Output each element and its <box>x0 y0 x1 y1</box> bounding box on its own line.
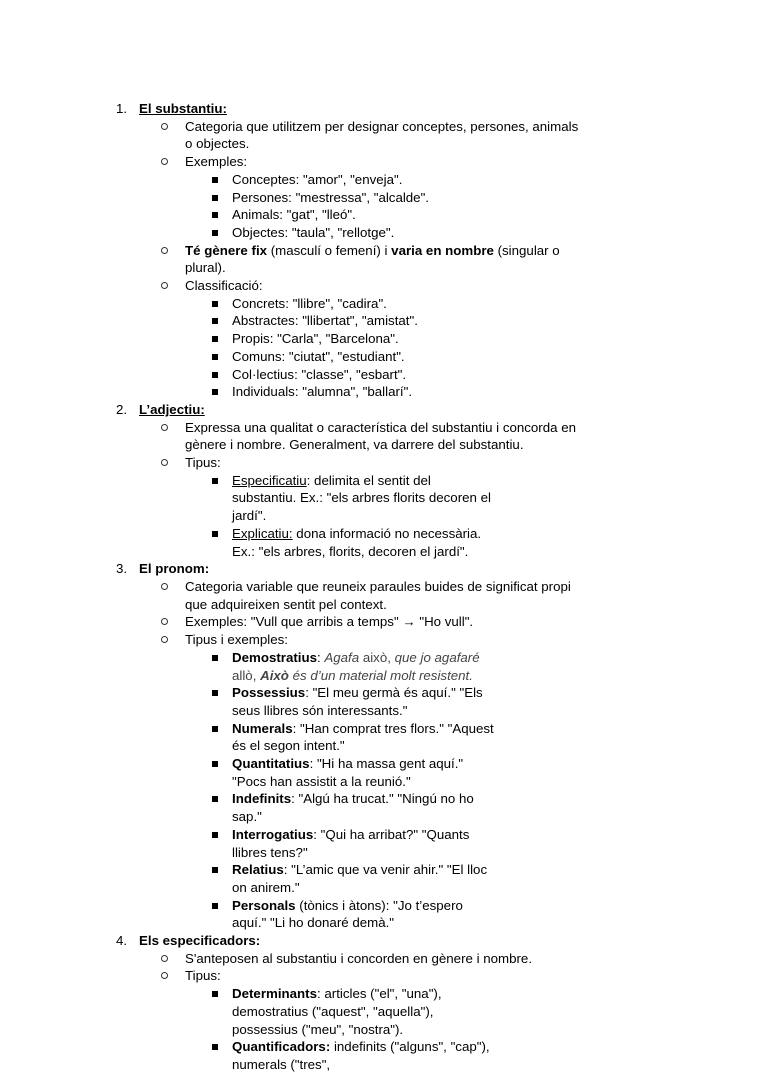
bold-term: Demostratius <box>232 649 317 665</box>
classification-text: Individuals: "alumna", "ballarí". <box>232 384 413 400</box>
hollow-bullet-icon <box>161 583 168 590</box>
body-text: : "El meu germà és aquí." "Els seus llibres són interessants." <box>232 685 483 718</box>
section-pronom <box>0 560 768 932</box>
list-item <box>0 419 678 454</box>
sublist <box>0 419 678 561</box>
classification-text: Abstractes: "llibertat", "amistat". <box>232 313 418 329</box>
section-number: 4. <box>116 933 128 949</box>
example-text: Animals: "gat", "lleó". <box>232 207 356 223</box>
hollow-bullet-icon <box>161 247 168 254</box>
section-adjectiu <box>0 401 768 560</box>
hollow-bullet-icon <box>161 972 168 979</box>
list-item <box>0 454 678 560</box>
body-text: indefinits ("alguns", "cap"), numerals ("tres", <box>232 1039 490 1072</box>
square-bullet-icon <box>212 832 218 838</box>
sublist <box>0 649 588 932</box>
section-title: L’adjectiu: <box>139 401 205 417</box>
list-item <box>0 472 588 525</box>
bold-term: Possessius <box>232 685 306 701</box>
body-text: això, <box>359 649 395 665</box>
list-item <box>0 950 678 968</box>
hollow-bullet-icon <box>161 123 168 130</box>
body-text: (singular o plural). <box>185 242 560 276</box>
list-item <box>0 312 588 330</box>
bold-term: Determinants <box>232 986 317 1002</box>
bold-term: Quantificadors: <box>232 1039 331 1055</box>
list-item <box>0 295 588 313</box>
hollow-bullet-icon <box>161 158 168 165</box>
types-label: Tipus i exemples: <box>185 632 288 648</box>
list-item <box>0 755 588 790</box>
square-bullet-icon <box>212 726 218 732</box>
types-label: Tipus: <box>185 968 221 984</box>
list-item <box>0 366 588 384</box>
underlined-term: Especificatiu <box>232 472 307 488</box>
sublist <box>0 295 588 401</box>
list-item <box>0 684 588 719</box>
list-item <box>0 383 588 401</box>
body-text: dona informació no necessària. Ex.: "els arbres, florits, decoren el jardí". <box>232 525 482 559</box>
section-title: El pronom: <box>139 561 210 577</box>
list-item <box>0 189 588 207</box>
sublist <box>0 950 678 1074</box>
sublist <box>0 472 588 561</box>
sublist <box>0 578 678 932</box>
body-text: : articles ("el", "una"), demostratius ("aquest", "aquella"), possessius ("meu", "nostra"). <box>232 986 442 1037</box>
square-bullet-icon <box>212 478 218 484</box>
square-bullet-icon <box>212 354 218 360</box>
section-title: El substantiu: <box>139 101 227 116</box>
bold-term: Té gènere fix <box>185 242 268 258</box>
list-item <box>0 985 588 1038</box>
square-bullet-icon <box>212 761 218 767</box>
square-bullet-icon <box>212 867 218 873</box>
bold-italic-text: Això <box>260 667 289 683</box>
list-item <box>0 206 588 224</box>
list-item <box>0 897 588 932</box>
hollow-bullet-icon <box>161 459 168 466</box>
section-especificadors <box>0 932 768 1074</box>
section-title: Els especificadors: <box>139 933 261 949</box>
sublist <box>0 985 588 1074</box>
list-item <box>0 171 588 189</box>
list-item <box>0 330 588 348</box>
square-bullet-icon <box>212 903 218 909</box>
body-text: : "Han comprat tres flors." "Aquest és el segon intent." <box>232 720 494 754</box>
definition-text: Categoria que utilitzem per designar conceptes, persones, animals o objectes. <box>185 118 579 152</box>
list-item <box>0 525 588 560</box>
square-bullet-icon <box>212 1044 218 1050</box>
italic-text: Agafa <box>324 649 360 665</box>
list-item <box>0 649 588 684</box>
types-label: Tipus: <box>185 455 221 471</box>
document-content <box>0 100 768 1074</box>
definition-text: Categoria variable que reuneix paraules buides de significat propi que adquireixen sentit pel context. <box>185 578 571 612</box>
section-number: 2. <box>116 401 128 417</box>
square-bullet-icon <box>212 796 218 802</box>
hollow-bullet-icon <box>161 618 168 625</box>
list-item <box>0 720 588 755</box>
classification-text: Propis: "Carla", "Barcelona". <box>232 331 399 347</box>
classification-text: Col·lectius: "classe", "esbart". <box>232 366 407 382</box>
body-text: : "Qui ha arribat?" "Quants llibres tens?" <box>232 826 470 860</box>
bold-term: Interrogatius <box>232 826 314 842</box>
body-text: : "Algú ha trucat." "Ningú no ho sap." <box>232 791 474 825</box>
bold-term: Relatius <box>232 862 284 878</box>
square-bullet-icon <box>212 389 218 395</box>
list-item <box>0 578 678 613</box>
hollow-bullet-icon <box>161 636 168 643</box>
list-item <box>0 613 678 631</box>
body-text: allò, <box>232 667 261 683</box>
hollow-bullet-icon <box>161 282 168 289</box>
square-bullet-icon <box>212 336 218 342</box>
list-item <box>0 1038 588 1073</box>
sublist <box>0 118 678 401</box>
bold-term: Numerals <box>232 720 293 736</box>
definition-text: S'anteposen al substantiu i concorden en gènere i nombre. <box>185 950 533 966</box>
list-item <box>0 277 678 401</box>
list-item <box>0 118 678 153</box>
square-bullet-icon <box>212 230 218 236</box>
italic-text: que jo agafaré <box>394 649 480 665</box>
square-bullet-icon <box>212 655 218 661</box>
examples-label: Exemples: <box>185 154 248 170</box>
list-item <box>0 826 588 861</box>
list-item <box>0 242 678 277</box>
sublist <box>0 171 588 242</box>
example-text: Objectes: "taula", "rellotge". <box>232 224 395 240</box>
list-item <box>0 967 678 1073</box>
list-item <box>0 861 588 896</box>
body-text: : <box>316 649 325 665</box>
square-bullet-icon <box>212 991 218 997</box>
body-text: : delimita el sentit del substantiu. Ex.: "els arbres florits decoren el jardí". <box>232 472 491 524</box>
outline-list <box>0 100 768 1074</box>
list-item <box>0 348 588 366</box>
list-item <box>0 224 588 242</box>
list-item <box>0 631 678 932</box>
square-bullet-icon <box>212 690 218 696</box>
body-text: (masculí o femení) i <box>267 242 392 258</box>
bold-term: Indefinits <box>232 791 292 807</box>
list-item <box>0 790 588 825</box>
square-bullet-icon <box>212 212 218 218</box>
bold-term: Quantitatius <box>232 756 310 772</box>
classification-text: Comuns: "ciutat", "estudiant". <box>232 348 405 364</box>
example-text: Persones: "mestressa", "alcalde". <box>232 189 429 205</box>
italic-text: és d’un material molt resistent. <box>288 667 473 683</box>
section-number: 3. <box>116 561 128 577</box>
bold-term: Personals <box>232 897 296 913</box>
body-text: : "Hi ha massa gent aquí." "Pocs han assistit a la reunió." <box>232 756 464 789</box>
definition-text: Expressa una qualitat o característica del substantiu i concorda en gènere i nombre. Generalment, va darrere del substantiu. <box>185 419 577 453</box>
classification-text: Concrets: "llibre", "cadira". <box>232 295 387 311</box>
example-text: Conceptes: "amor", "enveja". <box>232 171 403 187</box>
example-text: Exemples: "Vull que arribis a temps" → "Ho vull". <box>185 614 474 630</box>
square-bullet-icon <box>212 301 218 307</box>
square-bullet-icon <box>212 531 218 537</box>
body-text: : "L’amic que va venir ahir." "El lloc on anirem." <box>232 862 488 895</box>
bold-term: varia en nombre <box>391 242 494 258</box>
hollow-bullet-icon <box>161 424 168 431</box>
body-text: (tònics i àtons): "Jo t’espero aquí." "Li ho donaré demà." <box>232 897 463 931</box>
square-bullet-icon <box>212 372 218 378</box>
square-bullet-icon <box>212 177 218 183</box>
section-number: 1. <box>116 101 128 116</box>
section-substantiu <box>0 100 768 401</box>
classification-label: Classificació: <box>185 278 263 294</box>
list-item <box>0 153 678 242</box>
underlined-term: Explicatiu: <box>232 525 293 541</box>
square-bullet-icon <box>212 195 218 201</box>
hollow-bullet-icon <box>161 955 168 962</box>
square-bullet-icon <box>212 318 218 324</box>
